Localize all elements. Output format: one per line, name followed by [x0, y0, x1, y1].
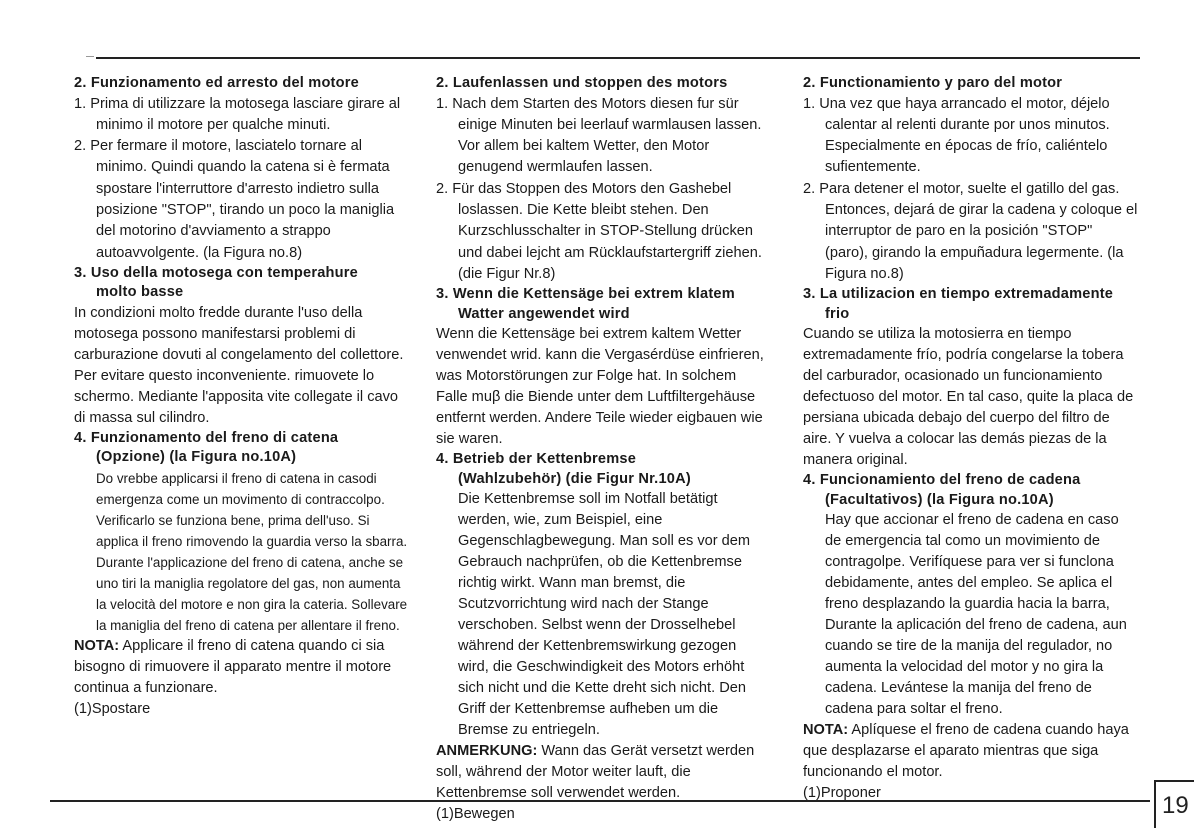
heading-cold-weather — [436, 285, 771, 324]
cold-weather-paragraph: Wenn die Kettensäge bei extrem kaltem Wetter venwendet wrid. kann die Vergasérdüse einfrieren, was Motorstörungen zur Folge hat. In solchem Falle muβ die Biende unter dem Luftfiltergehäuse entfernt werden. Andere Teile wieder eigbauen wie sie waren. — [436, 326, 764, 448]
chain-brake-paragraph: Hay que accionar el freno de cadena en caso de emergencia tal como un movimiento de contragolpe. Verifíquese para ver si funclona debidamente, antes del empleo. Se aplica el freno desplazando la guardia hacia la barra, Durante la aplicación del freno de cadena, aun cuando se tire de la manija del regulador, no aumenta la velocidad del motor y no gira la cadena. Levántese la manija del freno de cadena para soltar el freno. — [825, 512, 1127, 718]
chain-brake-paragraph: Die Kettenbremse soll im Notfall betätigt werden, wie, zum Beispiel, eine Gegenschlagbewegung. Man soll es vor dem Gebrauch nachprüfen, ob die Kettenbremse richtig wirkt. Wann man bremst, die Scutzvorrichtung wird nach der Stange verschoben. Selbst wenn der Drosselhebel während der Kettenbremswirkung gezogen wird, die Geschwindigkeit des Motors erhöht sich nicht und die Kette dreht sich nicht. Den Griff der Kettenbremse aufheben um die Bremse zu entriegeln. — [458, 491, 751, 739]
note — [436, 741, 771, 804]
list-item-1: 1. Una vez que haya arrancado el motor, déjelo calentar al relenti durante por unos minutos. Especialmente en épocas de frío, caliéntelo sufientemente. — [803, 95, 1110, 176]
page-number: 19 — [1154, 780, 1194, 828]
list-item-1: 1. Nach dem Starten des Motors diesen fur sür einige Minuten bei leerlauf warmlausen lassen. Vor allem bei kaltem Wetter, den Motor genugend wermlaufen lassen. — [436, 95, 762, 176]
heading-chain-brake-line1: 4. Funzionamento del freno di catena — [74, 429, 339, 446]
heading-chain-brake — [74, 429, 409, 468]
heading-cold-weather-line1: 3. Uso della motosega con temperahure — [74, 264, 358, 281]
heading-chain-brake — [436, 450, 771, 489]
column-spanish — [803, 74, 1138, 804]
note-label: NOTA: — [803, 722, 849, 739]
note — [803, 720, 1138, 783]
heading-cold-weather-line2: frio — [825, 305, 850, 322]
heading-engine-operation: 2. Funzionamento ed arresto del motore — [74, 75, 359, 91]
heading-chain-brake — [803, 471, 1138, 510]
heading-chain-brake-line2: (Facultativos) (la Figura no.10A) — [825, 491, 1054, 508]
footnote: (1)Spostare — [74, 700, 151, 717]
list-item-2: 2. Für das Stoppen des Motors den Gashebel loslassen. Die Kette bleibt stehen. Den Kurzschlusschalter in STOP-Stellung drücken und dabei lejcht am Rücklaufstartergriff ziehen. (die Figur Nr.8) — [436, 180, 762, 282]
cold-weather-paragraph: In condizioni molto fredde durante l'uso della motosega possono manifestarsi problemi di carburazione dovuti al congelamento del collettore. Per evitare questo inconveniente. rimuovete lo schermo. Mediante l'apposita vite collegate il cavo di massa sul cilindro. — [74, 304, 404, 426]
footnote: (1)Proponer — [803, 785, 881, 802]
top-rule-tick — [86, 56, 94, 57]
cold-weather-paragraph: Cuando se utiliza la motosierra en tiempo extremadamente frío, podría congelarse la tobera del carburador, ocasionado un funcionamiento defectuoso del motor. En tal caso, quite la placa de persiana ubicada debajo del cuerpo del filtro de aire. Y vuelva a colocar las demás piezas de la manera original. — [803, 326, 1134, 469]
heading-engine-operation: 2. Laufenlassen und stoppen des motors — [436, 75, 728, 91]
heading-cold-weather-line1: 3. Wenn die Kettensäge bei extrem klatem — [436, 286, 735, 303]
heading-cold-weather-line2: molto basse — [96, 284, 184, 301]
chain-brake-paragraph: Do vrebbe applicarsi il freno di catena in casodi emergenza come un movimento di contraccolpo. Verificarlo se funziona bene, prima dell'uso. Si applica il freno rimovendo la guardia verso la sbarra. Durante l'applicazione del freno di catena, anche se uno tiri la maniglia regolatore del gas, non aumenta la velocità del motore e non gira la cateria. Sollevare la maniglia del freno di catena per allentare il freno. — [96, 470, 408, 633]
note — [74, 636, 409, 699]
heading-cold-weather-line2: Watter angewendet wird — [458, 305, 630, 322]
bottom-rule — [50, 800, 1150, 802]
note-text: Wann das Gerät versetzt werden soll, während der Motor weiter lauft, die Kettenbremse soll verwendet werden. — [436, 743, 755, 802]
heading-chain-brake-line2: (Wahlzubehör) (die Figur Nr.10A) — [458, 470, 691, 487]
heading-cold-weather — [74, 264, 409, 303]
column-german — [436, 74, 771, 825]
note-text: Applicare il freno di catena quando ci sia bisogno di rimuovere il apparato mentre il motore continua a funzionare. — [74, 637, 392, 696]
top-rule — [96, 57, 1140, 59]
column-italian — [74, 74, 409, 720]
note-text: Aplíquese el freno de cadena cuando haya que desplazarse el aparato mientras que siga funcionando el motor. — [803, 722, 1129, 781]
list-item-2: 2. Para detener el motor, suelte el gatillo del gas. Entonces, dejará de girar la cadena y coloque el interruptor de paro en la posición "STOP" (paro), girando la empuñadura legermente. (la Figura no.8) — [803, 180, 1138, 282]
heading-chain-brake-line1: 4. Betrieb der Kettenbremse — [436, 451, 637, 468]
heading-chain-brake-line1: 4. Funcionamiento del freno de cadena — [803, 472, 1081, 489]
footnote: (1)Bewegen — [436, 806, 515, 823]
note-label: NOTA: — [74, 637, 120, 654]
heading-engine-operation: 2. Functionamiento y paro del motor — [803, 75, 1063, 91]
list-item-1: 1. Prima di utilizzare la motosega lasciare girare al minimo il motore per qualche minuti. — [74, 95, 401, 133]
note-label: ANMERKUNG: — [436, 743, 538, 760]
heading-cold-weather-line1: 3. La utilizacion en tiempo extremadamente — [803, 286, 1114, 303]
heading-cold-weather — [803, 285, 1138, 324]
list-item-2: 2. Per fermare il motore, lasciatelo tornare al minimo. Quindi quando la catena si è fermata spostare l'interruttore d'arresto indietro sulla posizione "STOP", tirando un poco la maniglia del motorino d'avviamento a strappo autoavvolgente. (la Figura no.8) — [74, 138, 395, 261]
heading-chain-brake-line2: (Opzione) (la Figura no.10A) — [96, 449, 297, 466]
